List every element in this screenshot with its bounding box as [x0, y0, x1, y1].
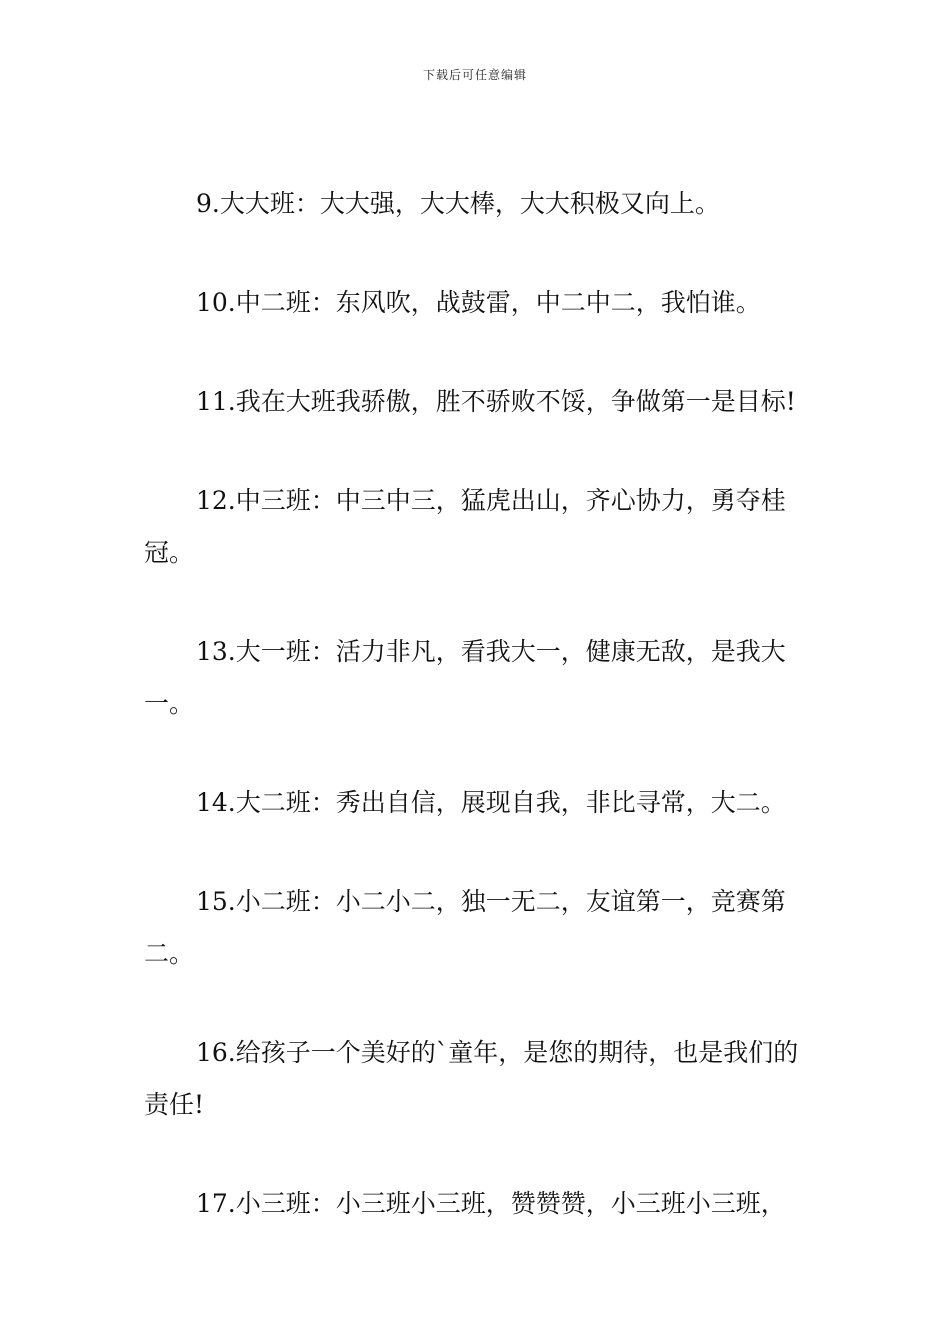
paragraph-10: 10.中二班：东风吹，战鼓雷，中二中二，我怕谁。 — [196, 288, 761, 317]
paragraph-12: 12.中三班：中三中三，猛虎出山，齐心协力，勇夺桂冠。 — [144, 486, 786, 567]
document-body — [144, 178, 809, 1277]
paragraph-16: 16.给孩子一个美好的`童年，是您的期待，也是我们的责任! — [144, 1038, 799, 1119]
paragraph-14: 14.大二班：秀出自信，展现自我，非比寻常，大二。 — [196, 788, 786, 817]
paragraph-15: 15.小二班：小二小二，独一无二，友谊第一，竞赛第二。 — [144, 887, 786, 968]
paragraph-11: 11.我在大班我骄傲，胜不骄败不馁，争做第一是目标! — [196, 387, 796, 416]
paragraph-9: 9.大大班：大大强，大大棒，大大积极又向上。 — [196, 189, 720, 218]
page-header: 下载后可任意编辑 — [422, 68, 527, 82]
paragraph-17: 17.小三班：小三班小三班，赞赞赞，小三班小三班， — [196, 1189, 786, 1218]
paragraph-13: 13.大一班：活力非凡，看我大一，健康无敌，是我大一。 — [144, 637, 786, 718]
